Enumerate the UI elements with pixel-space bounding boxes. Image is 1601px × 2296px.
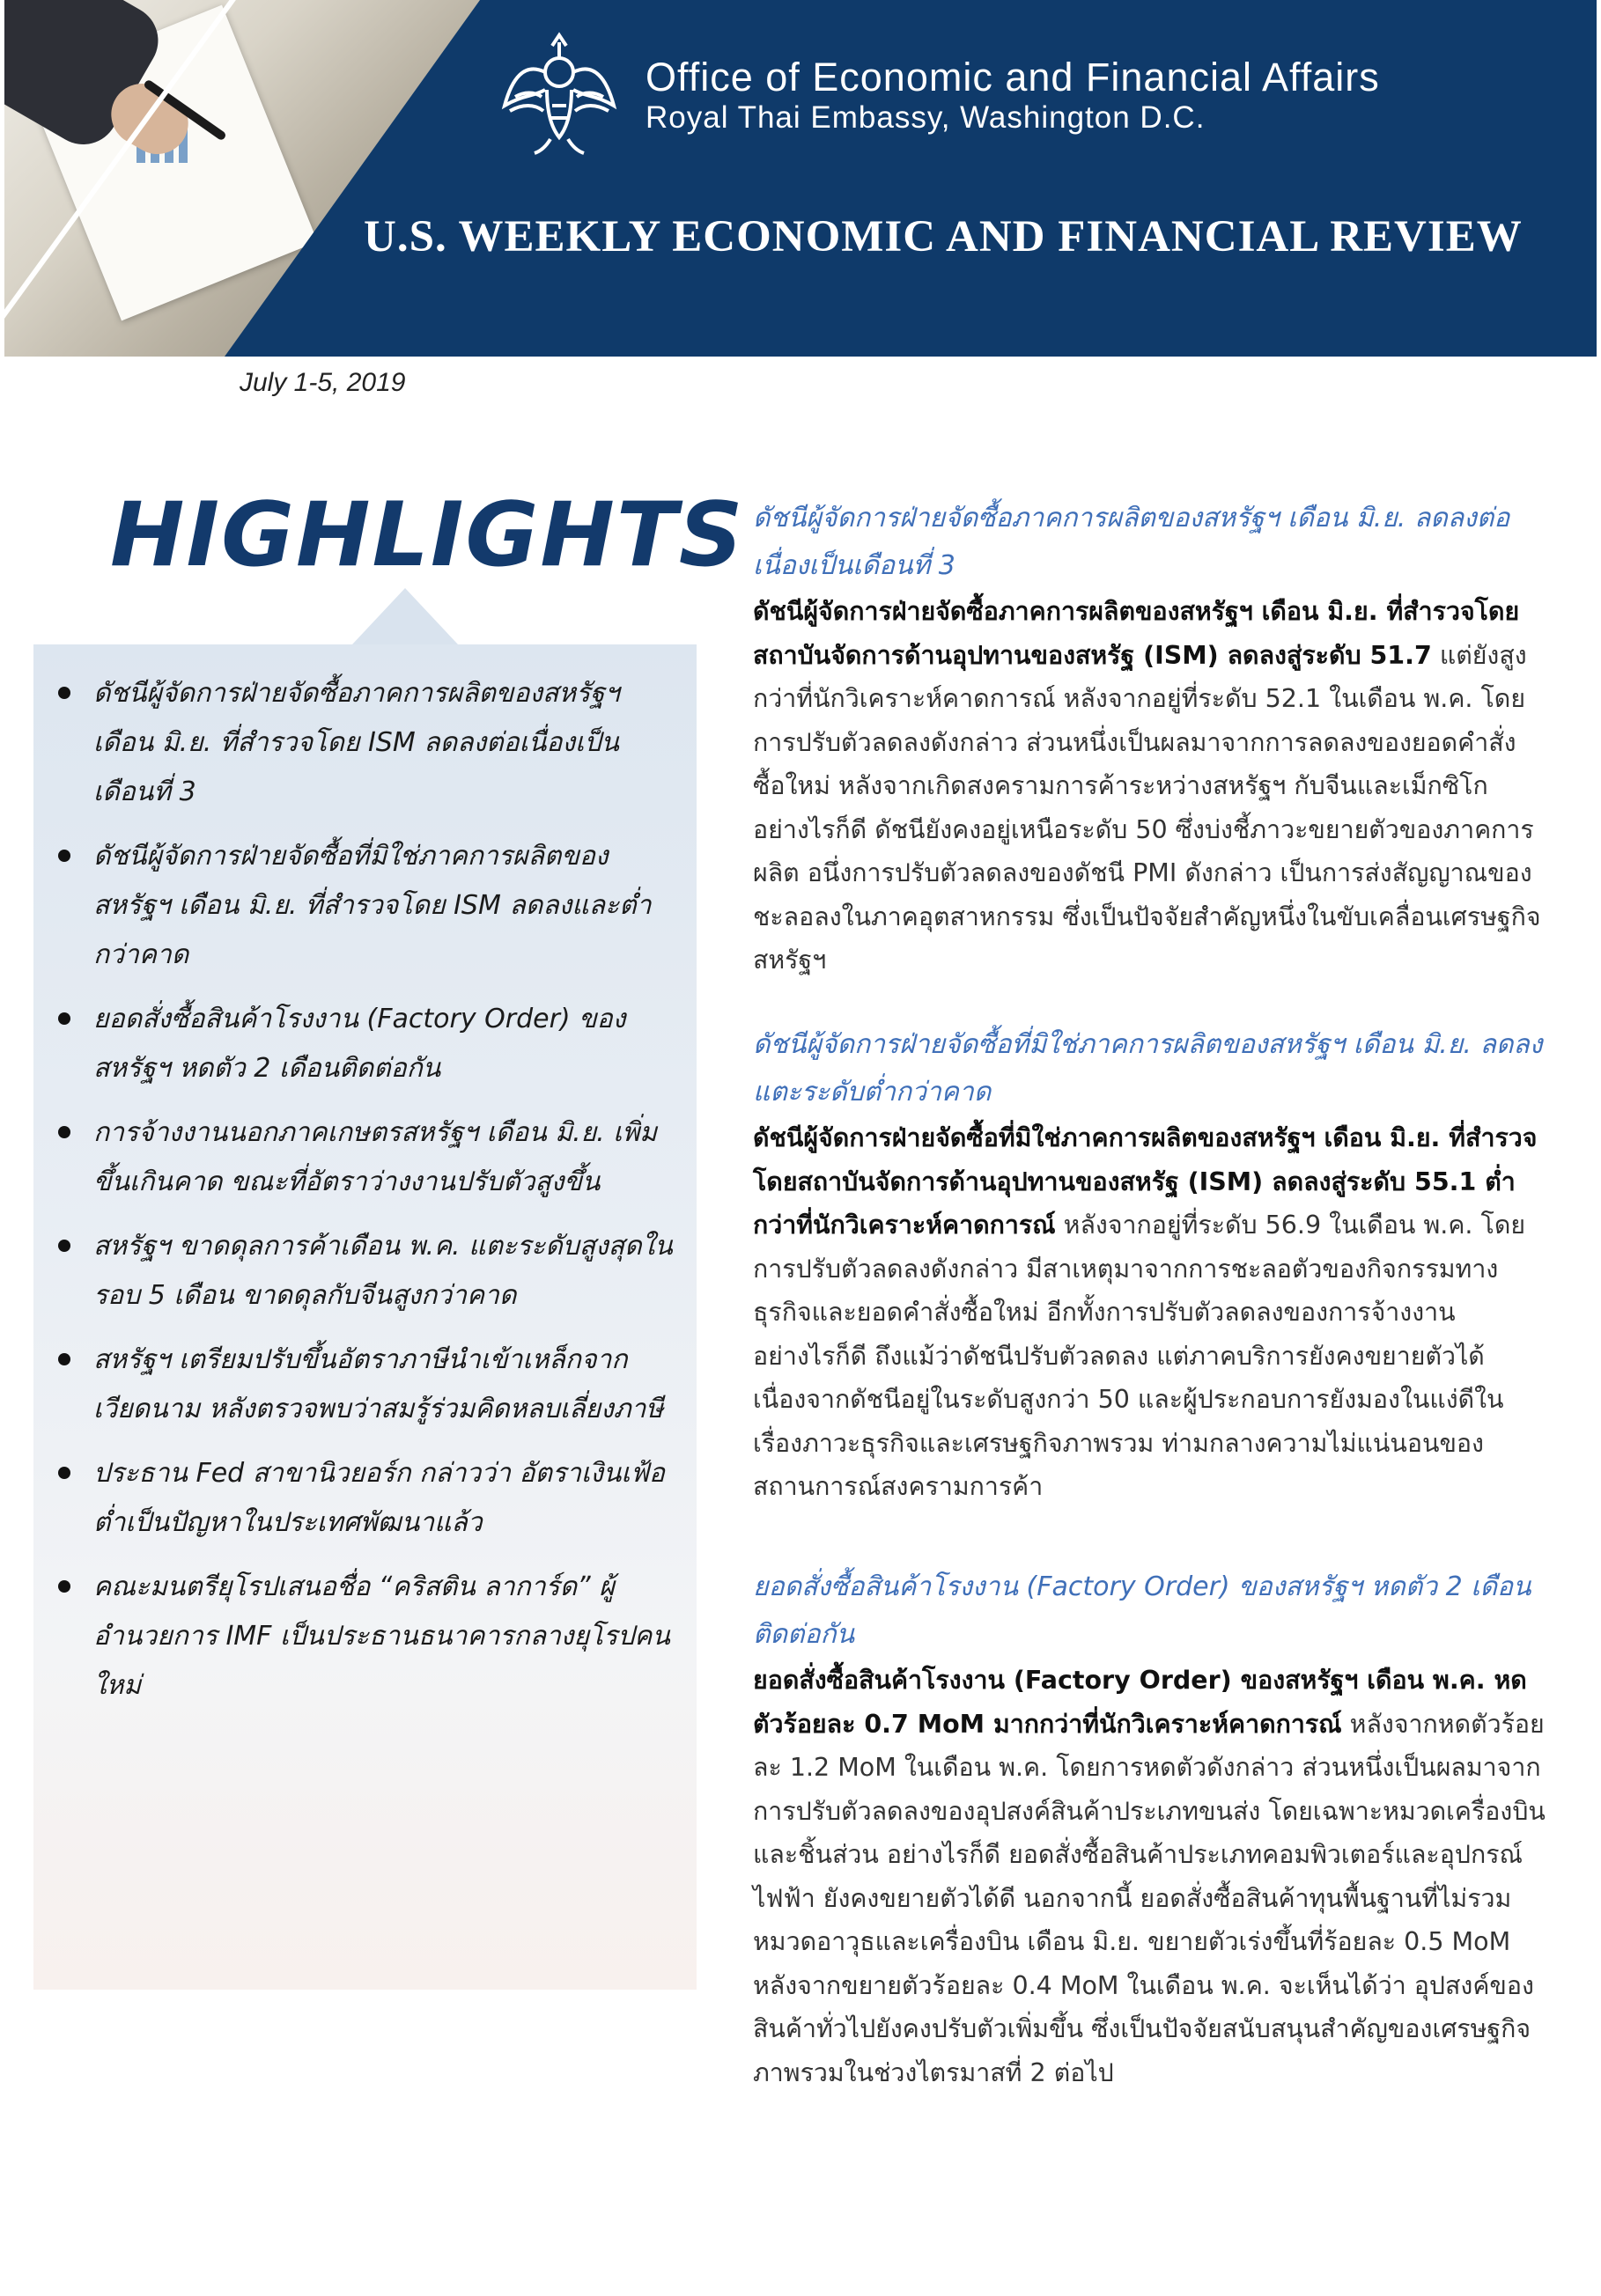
issue-date: July 1-5, 2019 [240, 368, 406, 397]
highlight-text: สหรัฐฯ ขาดดุลการค้าเดือน พ.ค. แตะระดับสูงสุดในรอบ 5 เดือน ขาดดุลกับจีนสูงกว่าคาด [93, 1231, 673, 1311]
header-banner [4, 0, 1597, 357]
office-title: Office of Economic and Financial Affairs [646, 55, 1380, 99]
highlight-text: การจ้างงานนอกภาคเกษตรสหรัฐฯ เดือน มิ.ย. เพิ่มขึ้นเกินคาด ขณะที่อัตราว่างงานปรับตัวสูงขึ้น [93, 1117, 658, 1197]
highlight-item [33, 1108, 697, 1207]
bullet-icon [58, 1467, 70, 1479]
article-title: ยอดสั่งซื้อสินค้าโรงงาน (Factory Order) ของสหรัฐฯ หดตัว 2 เดือนติดต่อกัน [753, 1571, 1531, 1650]
highlights-title: HIGHLIGHTS [110, 482, 745, 586]
highlights-pointer [352, 588, 458, 644]
article-body [753, 1659, 1546, 2094]
highlight-item [33, 669, 697, 817]
bullet-icon [58, 1126, 70, 1138]
garuda-emblem-icon [498, 26, 621, 158]
bullet-icon [58, 1240, 70, 1252]
highlight-item [33, 1336, 697, 1434]
article-lead: ดัชนีผู้จัดการฝ่ายจัดซื้อภาคการผลิตของสหรัฐฯ เดือน มิ.ย. ที่สำรวจโดย สถาบันจัดการด้านอุปทานของสหรัฐ (ISM) ลดลงสู่ระดับ 51.7 [753, 597, 1520, 670]
highlights-panel [33, 644, 697, 1990]
article-lead: ยอดสั่งซื้อสินค้าโรงงาน (Factory Order) ของสหรัฐฯ เดือน พ.ค. หดตัวร้อยละ 0.7 MoM มากกว่าที่นักวิเคราะห์คาดการณ์ [753, 1666, 1527, 1739]
bullet-icon [58, 1012, 70, 1025]
highlight-text: ยอดสั่งซื้อสินค้าโรงงาน (Factory Order) ของสหรัฐฯ หดตัว 2 เดือนติดต่อกัน [93, 1004, 626, 1084]
bullet-icon [58, 850, 70, 862]
bullet-icon [58, 687, 70, 699]
article-text: หลังจากอยู่ที่ระดับ 56.9 ในเดือน พ.ค. โดยการปรับตัวลดลงดังกล่าว มีสาเหตุมาจากการชะลอตัวของกิจกรรมทางธุรกิจและยอดคำสั่งซื้อใหม่ อีกทั้งการปรับตัวลดลงของการจ้างงาน อย่างไรก็ดี ถึงแม้ว่าดัชนีปรับตัวลดลง แต่ภาคบริการยังคงขยายตัวได้ เนื่องจากดัชนีอยู่ในระดับสูงกว่า 50 และผู้ประกอบการยังมองในแง่ดีในเรื่องภาวะธุรกิจและเศรษฐกิจภาพรวม ท่ามกลางความไม่แน่นอนของสถานการณ์สงครามการค้า [753, 1211, 1526, 1501]
highlight-item [33, 995, 697, 1093]
article-text: แต่ยังสูงกว่าที่นักวิเคราะห์คาดการณ์ หลังจากอยู่ที่ระดับ 52.1 ในเดือน พ.ค. โดยการปรับตัวลดลงดังกล่าว ส่วนหนึ่งเป็นผลมาจากการลดลงของยอดคำสั่งซื้อใหม่ หลังจากเกิดสงครามการค้าระหว่างสหรัฐฯ กับจีนและเม็กซิโก อย่างไรก็ดี ดัชนียังคงอยู่เหนือระดับ 50 ซึ่งบ่งชี้ภาวะขยายตัวของภาคการผลิต อนึ่งการปรับตัวลดลงของดัชนี PMI ดังกล่าว เป็นการส่งสัญญาณของชะลอลงในภาคอุตสาหกรรม ซึ่งเป็นปัจจัยสำคัญหนึ่งในขับเคลื่อนเศรษฐกิจสหรัฐฯ [753, 640, 1541, 975]
review-title: U.S. WEEKLY ECONOMIC AND FINANCIAL REVIEW [364, 212, 1523, 261]
highlight-text: ดัชนีผู้จัดการฝ่ายจัดซื้อภาคการผลิตของสหรัฐฯ เดือน มิ.ย. ที่สำรวจโดย ISM ลดลงต่อเนื่องเป็นเดือนที่ 3 [93, 678, 620, 807]
article-ism-manufacturing [753, 495, 1546, 982]
article-title: ดัชนีผู้จัดการฝ่ายจัดซื้อภาคการผลิตของสหรัฐฯ เดือน มิ.ย. ลดลงต่อเนื่องเป็นเดือนที่ 3 [753, 503, 1510, 581]
article-body [753, 590, 1546, 982]
office-subtitle: Royal Thai Embassy, Washington D.C. [646, 100, 1206, 135]
highlight-text: สหรัฐฯ เตรียมปรับขึ้นอัตราภาษีนำเข้าเหล็กจากเวียดนาม หลังตรวจพบว่าสมรู้ร่วมคิดหลบเลี่ยงภาษี [93, 1344, 664, 1424]
article-text: หลังจากหดตัวร้อยละ 1.2 MoM ในเดือน พ.ค. โดยการหดตัวดังกล่าว ส่วนหนึ่งเป็นผลมาจากการปรับตัวลดลงของอุปสงค์สินค้าประเภทขนส่ง โดยเฉพาะหมวดเครื่องบินและชิ้นส่วน อย่างไรก็ดี ยอดสั่งซื้อสินค้าประเภทคอมพิวเตอร์และอุปกรณ์ไฟฟ้า ยังคงขยายตัวได้ดี นอกจากนี้ ยอดสั่งซื้อสินค้าทุนพื้นฐานที่ไม่รวมหมวดอาวุธและเครื่องบิน เดือน มิ.ย. ขยายตัวเร่งขึ้นที่ร้อยละ 0.5 MoM หลังจากขยายตัวร้อยละ 0.4 MoM ในเดือน พ.ค. จะเห็นได้ว่า อุปสงค์ของสินค้าทั่วไปยังคงปรับตัวเพิ่มขึ้น ซึ่งเป็นปัจจัยสนับสนุนสำคัญของเศรษฐกิจภาพรวมในช่วงไตรมาสที่ 2 ต่อไป [753, 1709, 1546, 2087]
bullet-icon [58, 1580, 70, 1593]
article-body [753, 1116, 1546, 1509]
highlight-item [33, 832, 697, 980]
article-lead: ดัชนีผู้จัดการฝ่ายจัดซื้อที่มิใช่ภาคการผลิตของสหรัฐฯ เดือน มิ.ย. ที่สำรวจโดยสถาบันจัดการด้านอุปทานของสหรัฐ (ISM) ลดลงสู่ระดับ 55.1 ต่ำกว่าที่นักวิเคราะห์คาดการณ์ [753, 1123, 1538, 1240]
highlights-list [33, 644, 697, 1711]
article-ism-non-manufacturing [753, 1021, 1546, 1509]
bullet-icon [58, 1353, 70, 1365]
highlight-item [33, 1563, 697, 1711]
highlight-text: คณะมนตรียุโรปเสนอชื่อ “คริสติน ลาการ์ด” ผู้อำนวยการ IMF เป็นประธานธนาคารกลางยุโรปคนใหม่ [93, 1571, 670, 1701]
highlight-text: ประธาน Fed สาขานิวยอร์ก กล่าวว่า อัตราเงินเฟ้อต่ำเป็นปัญหาในประเทศพัฒนาแล้ว [93, 1458, 665, 1538]
highlight-item [33, 1222, 697, 1321]
header-photo [4, 0, 484, 357]
article-factory-order [753, 1564, 1546, 2094]
article-title: ดัชนีผู้จัดการฝ่ายจัดซื้อที่มิใช่ภาคการผลิตของสหรัฐฯ เดือน มิ.ย. ลดลง แตะระดับต่ำกว่าคาด [753, 1029, 1543, 1108]
highlight-item [33, 1449, 697, 1548]
highlight-text: ดัชนีผู้จัดการฝ่ายจัดซื้อที่มิใช่ภาคการผลิตของสหรัฐฯ เดือน มิ.ย. ที่สำรวจโดย ISM ลดลงและต่ำกว่าคาด [93, 841, 652, 970]
